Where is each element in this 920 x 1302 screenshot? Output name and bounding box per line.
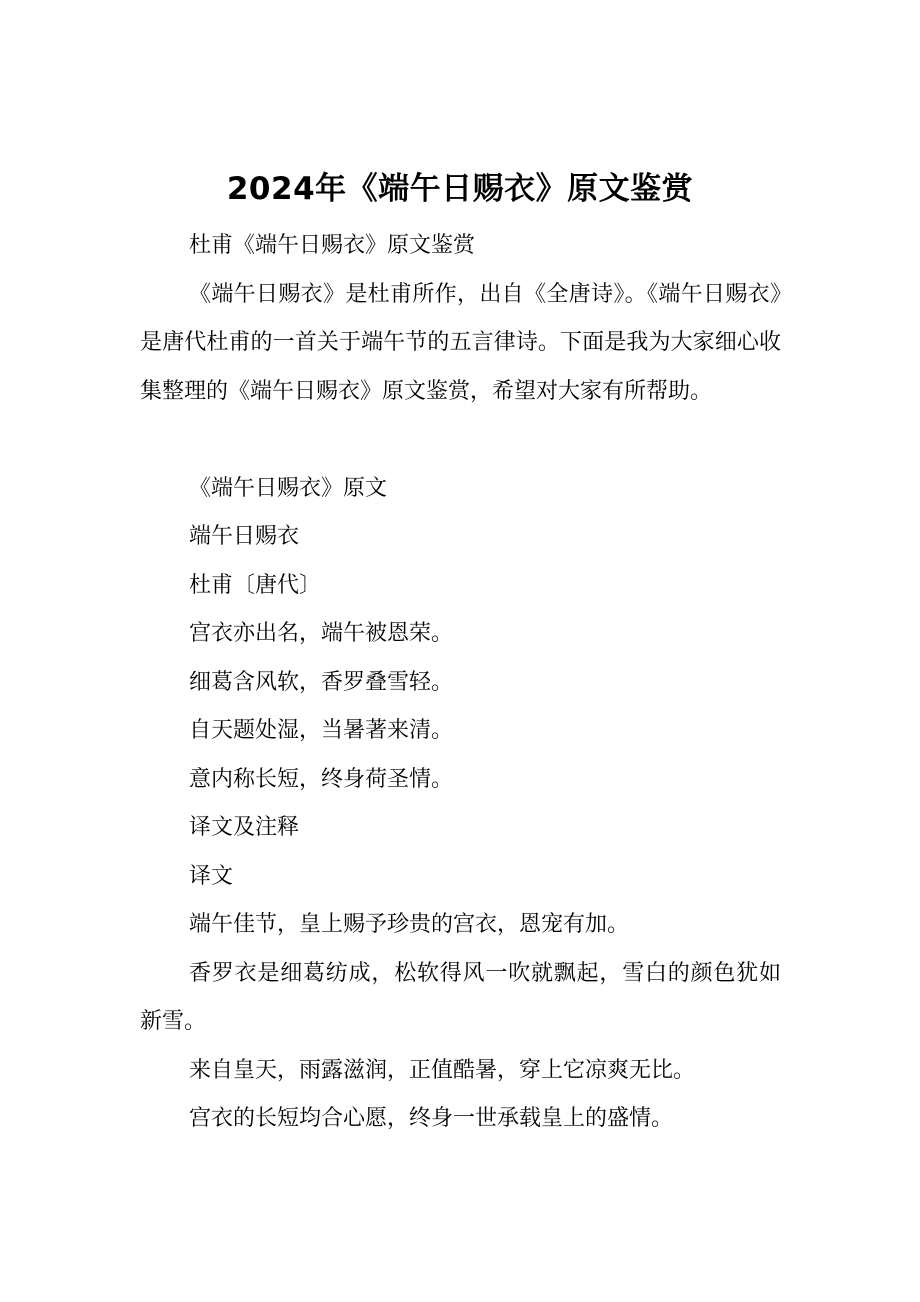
translation-paragraph: 端午佳节，皇上赐予珍贵的宫衣，恩宠有加。 [189,912,630,937]
article-heading: 杜甫《端午日赐衣》原文鉴赏 [189,233,476,258]
document-body [140,222,781,1144]
blank-line [140,416,781,465]
section-heading-translation-notes: 译文及注释 [189,815,300,840]
poem-title: 端午日赐衣 [189,524,300,549]
intro-paragraph: 《端午日赐衣》是杜甫所作，出自《全唐诗》。《端午日赐衣》是唐代杜甫的一首关于端午节的五言律诗。下面是我为大家细心收集整理的《端午日赐衣》原文鉴赏，希望对大家有所帮助。 [140,281,781,404]
poem-author: 杜甫〔唐代〕 [189,572,322,598]
section-heading-original-text: 《端午日赐衣》原文 [189,475,388,501]
translation-paragraph: 香罗衣是细葛纺成，松软得风一吹就飘起，雪白的颜色犹如新雪。 [140,960,781,1034]
poem-line: 宫衣亦出名，端午被恩荣。 [189,621,454,646]
poem-line: 自天题处湿，当暑著来清。 [189,718,454,743]
poem-line: 意内称长短，终身荷圣情。 [189,766,454,792]
poem-line: 细葛含风软，香罗叠雪轻。 [189,669,454,695]
translation-paragraph: 宫衣的长短均合心愿，终身一世承载皇上的盛情。 [189,1106,674,1131]
translation-paragraph: 来自皇天，雨露滋润，正值酷暑，穿上它凉爽无比。 [189,1057,696,1083]
subheading-translation: 译文 [189,863,234,889]
document-title: 2024年《端午日赐衣》原文鉴赏 [226,170,694,207]
